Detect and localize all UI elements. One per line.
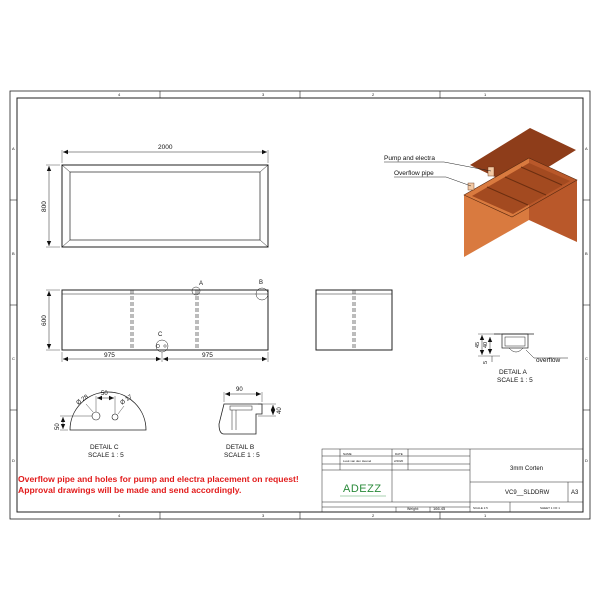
zone-bottom-1: 4 xyxy=(118,513,121,518)
zone-right-c: C xyxy=(585,356,588,361)
title-size: A3 xyxy=(571,490,579,496)
dim-2000: 2000 xyxy=(158,144,173,151)
title-scale: SCALE 1:5 xyxy=(473,506,488,510)
title-weight-label: Weight: xyxy=(407,507,419,511)
title-date-header: DATE xyxy=(395,452,403,456)
detail-a-overflow-label: overflow xyxy=(536,357,561,364)
dim-975-left: 975 xyxy=(104,352,115,359)
notice-line-1: Overflow pipe and holes for pump and electra placement on request! xyxy=(18,474,299,484)
detail-c-dim-dia28: Ø 28 xyxy=(75,394,90,407)
zone-bottom-2: 3 xyxy=(262,513,265,518)
top-view-outer xyxy=(62,165,268,247)
detail-b-title: DETAIL B xyxy=(226,444,255,451)
detail-a-scale: SCALE 1 : 5 xyxy=(497,377,533,384)
detail-a-title: DETAIL A xyxy=(499,369,527,376)
side-view xyxy=(316,290,392,350)
callout-c: C xyxy=(158,332,163,338)
detail-a-dim-5: 5 xyxy=(483,360,489,364)
zone-right-a: A xyxy=(585,146,588,151)
side-view-outline xyxy=(316,290,392,350)
dim-800: 800 xyxy=(41,201,48,212)
zone-bottom-4: 1 xyxy=(484,513,487,518)
notice-line-2: Approval drawings will be made and send accordingly. xyxy=(18,485,242,495)
zone-top-1: 4 xyxy=(118,92,121,97)
detail-b-drawing xyxy=(219,392,276,434)
top-view-inner xyxy=(70,172,260,240)
detail-b-dim-40: 40 xyxy=(277,407,283,414)
title-name-header: NAME xyxy=(343,452,352,456)
zone-right-b: B xyxy=(585,251,588,256)
zone-bottom-3: 2 xyxy=(372,513,375,518)
title-sheet: SHEET 1 OF 1 xyxy=(540,506,560,510)
detail-a-dim-40: 40 xyxy=(483,341,489,348)
zone-top-2: 3 xyxy=(262,92,265,97)
detail-b-scale: SCALE 1 : 5 xyxy=(224,452,260,459)
isometric-planter xyxy=(384,128,577,257)
zone-left-a: A xyxy=(12,146,15,151)
title-material: 3mm Corten xyxy=(510,466,544,472)
iso-overflow-opening xyxy=(468,183,474,190)
detail-c-dim-50-top: 50 xyxy=(101,391,108,397)
title-drawing-no: VC9__SLDDRW xyxy=(505,490,550,496)
dim-975-right: 975 xyxy=(202,352,213,359)
detail-b-dim-90: 90 xyxy=(236,387,243,393)
title-date: 2/2020 xyxy=(394,459,404,463)
detail-c-dim-dia17: Ø 17 xyxy=(119,394,134,407)
top-view xyxy=(46,150,268,247)
callout-a: A xyxy=(199,281,204,287)
front-view xyxy=(46,287,268,362)
zone-right-d: D xyxy=(585,458,588,463)
zone-top-3: 2 xyxy=(372,92,375,97)
detail-c-drawing xyxy=(60,392,146,430)
company-logo: ADEZZ xyxy=(343,483,382,495)
zone-top-4: 1 xyxy=(484,92,487,97)
zone-left-d: D xyxy=(12,458,15,463)
title-drawn-by: Luuk van den Heuvel xyxy=(343,459,372,463)
callout-b: B xyxy=(259,280,264,286)
detail-c-scale: SCALE 1 : 5 xyxy=(88,452,124,459)
zone-left-b: B xyxy=(12,251,15,256)
detail-c-title: DETAIL C xyxy=(90,444,119,451)
placement-notice xyxy=(18,474,308,496)
detail-c-dim-50-side: 50 xyxy=(55,423,61,430)
zone-left-c: C xyxy=(12,356,15,361)
detail-a-dim-45: 45 xyxy=(475,341,481,348)
iso-pump-opening xyxy=(488,167,494,176)
title-weight-value: 166.45 xyxy=(433,506,446,511)
dim-600: 600 xyxy=(41,315,48,326)
label-overflow-pipe: Overflow pipe xyxy=(394,170,434,177)
label-pump-electra: Pump and electra xyxy=(384,155,435,162)
